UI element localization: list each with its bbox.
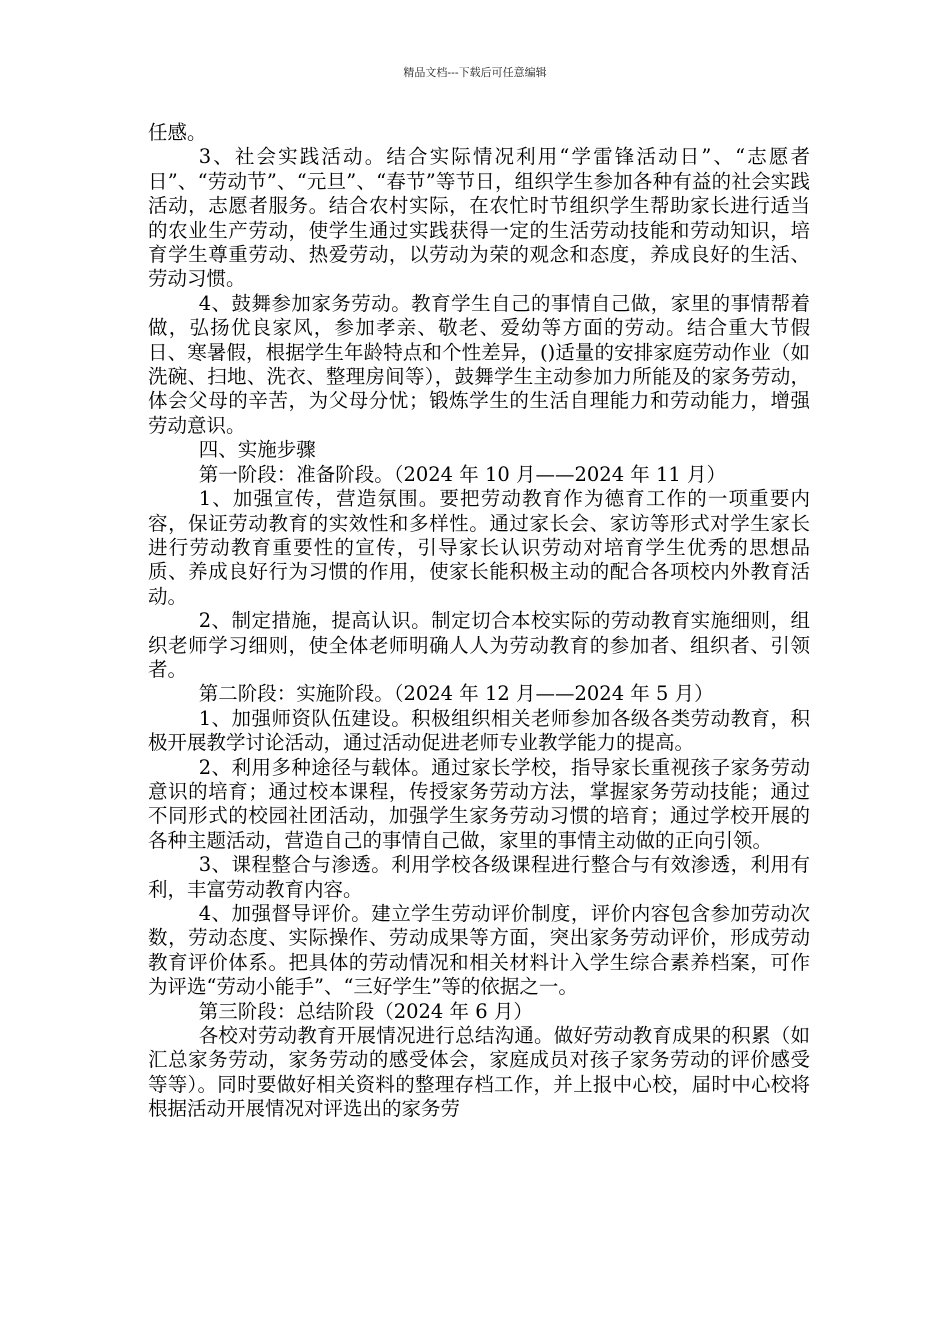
- page-header: 精品文档---下载后可任意编辑: [403, 66, 547, 79]
- paragraph-publicity: 1、加强宣传，营造氛围。要把劳动教育作为德育工作的一项重要内容，保证劳动教育的实效性和多样性。通过家长会、家访等形式对学生家长进行劳动教育重要性的宣传，引导家长认识劳动对培育学生优秀的思想品质、养成良好行为习惯的作用，使家长能积极主动的配合各项校内外教育活动。: [148, 487, 810, 608]
- section-heading-implementation: 四、实施步骤: [198, 438, 316, 462]
- paragraph-housework: 4、鼓舞参加家务劳动。教育学生自己的事情自己做，家里的事情帮着做，弘扬优良家风，参加孝亲、敬老、爱幼等方面的劳动。结合重大节假日、寒暑假，根据学生年龄特点和个性差异，()适量的安排家庭劳动作业（如洗碗、扫地、洗衣、整理房间等），鼓舞学生主动参加力所能及的家务劳动，体会父母的辛苦，为父母分忧；锻炼学生的生活自理能力和劳动能力，增强劳动意识。: [148, 291, 810, 437]
- paragraph-channels: 2、利用多种途径与载体。通过家长学校，指导家长重视孩子家务劳动意识的培育；通过校本课程，传授家务劳动方法，掌握家务劳动技能；通过不同形式的校园社团活动，加强学生家务劳动习惯的培育；通过学校开展的各种主题活动，营造自己的事情自己做，家里的事情主动做的正向引领。: [148, 755, 810, 852]
- stage-three-heading: 第三阶段：总结阶段（2024 年 6 月）: [198, 999, 533, 1023]
- paragraph-continuation: 任感。: [148, 121, 207, 144]
- document-body: [148, 121, 810, 1122]
- stage-one-heading: 第一阶段：准备阶段。（2024 年 10 月——2024 年 11 月）: [198, 462, 727, 486]
- paragraph-curriculum: 3、课程整合与渗透。利用学校各级课程进行整合与有效渗透，利用有利，丰富劳动教育内容。: [148, 853, 810, 901]
- paragraph-teachers: 1、加强师资队伍建设。积极组织相关老师参加各级各类劳动教育，积极开展教学讨论活动，通过活动促进老师专业教学能力的提高。: [148, 706, 810, 755]
- stage-two-heading: 第二阶段：实施阶段。（2024 年 12 月——2024 年 5 月）: [198, 682, 714, 706]
- paragraph-social-practice: 3、社会实践活动。结合实际情况利用“学雷锋活动日”、“志愿者日”、“劳动节”、“元旦”、“春节”等节日，组织学生参加各种有益的社会实践活动，志愿者服务。结合农村实际，在农忙时节组织学生帮助家长进行适当的农业生产劳动，使学生通过实践获得一定的生活劳动技能和劳动知识，培育学生尊重劳动、热爱劳动，以劳动为荣的观念和态度，养成良好的生活、劳动习惯。: [148, 145, 810, 291]
- paragraph-summary: 各校对劳动教育开展情况进行总结沟通。做好劳动教育成果的积累（如汇总家务劳动，家务劳动的感受体会，家庭成员对孩子家务劳动的评价感受等等）。同时要做好相关资料的整理存档工作，并上报中心校，届时中心校将根据活动开展情况对评选出的家务劳: [148, 1024, 810, 1121]
- paragraph-measures: 2、制定措施，提高认识。制定切合本校实际的劳动教育实施细则，组织老师学习细则，使全体老师明确人人为劳动教育的参加者、组织者、引领者。: [148, 609, 810, 681]
- paragraph-evaluation: 4、加强督导评价。建立学生劳动评价制度，评价内容包含参加劳动次数，劳动态度、实际操作、劳动成果等方面，突出家务劳动评价，形成劳动教育评价体系。把具体的劳动情况和相关材料计入学生综合素养档案，可作为评选“劳动小能手”、“三好学生”等的依据之一。: [148, 902, 810, 999]
